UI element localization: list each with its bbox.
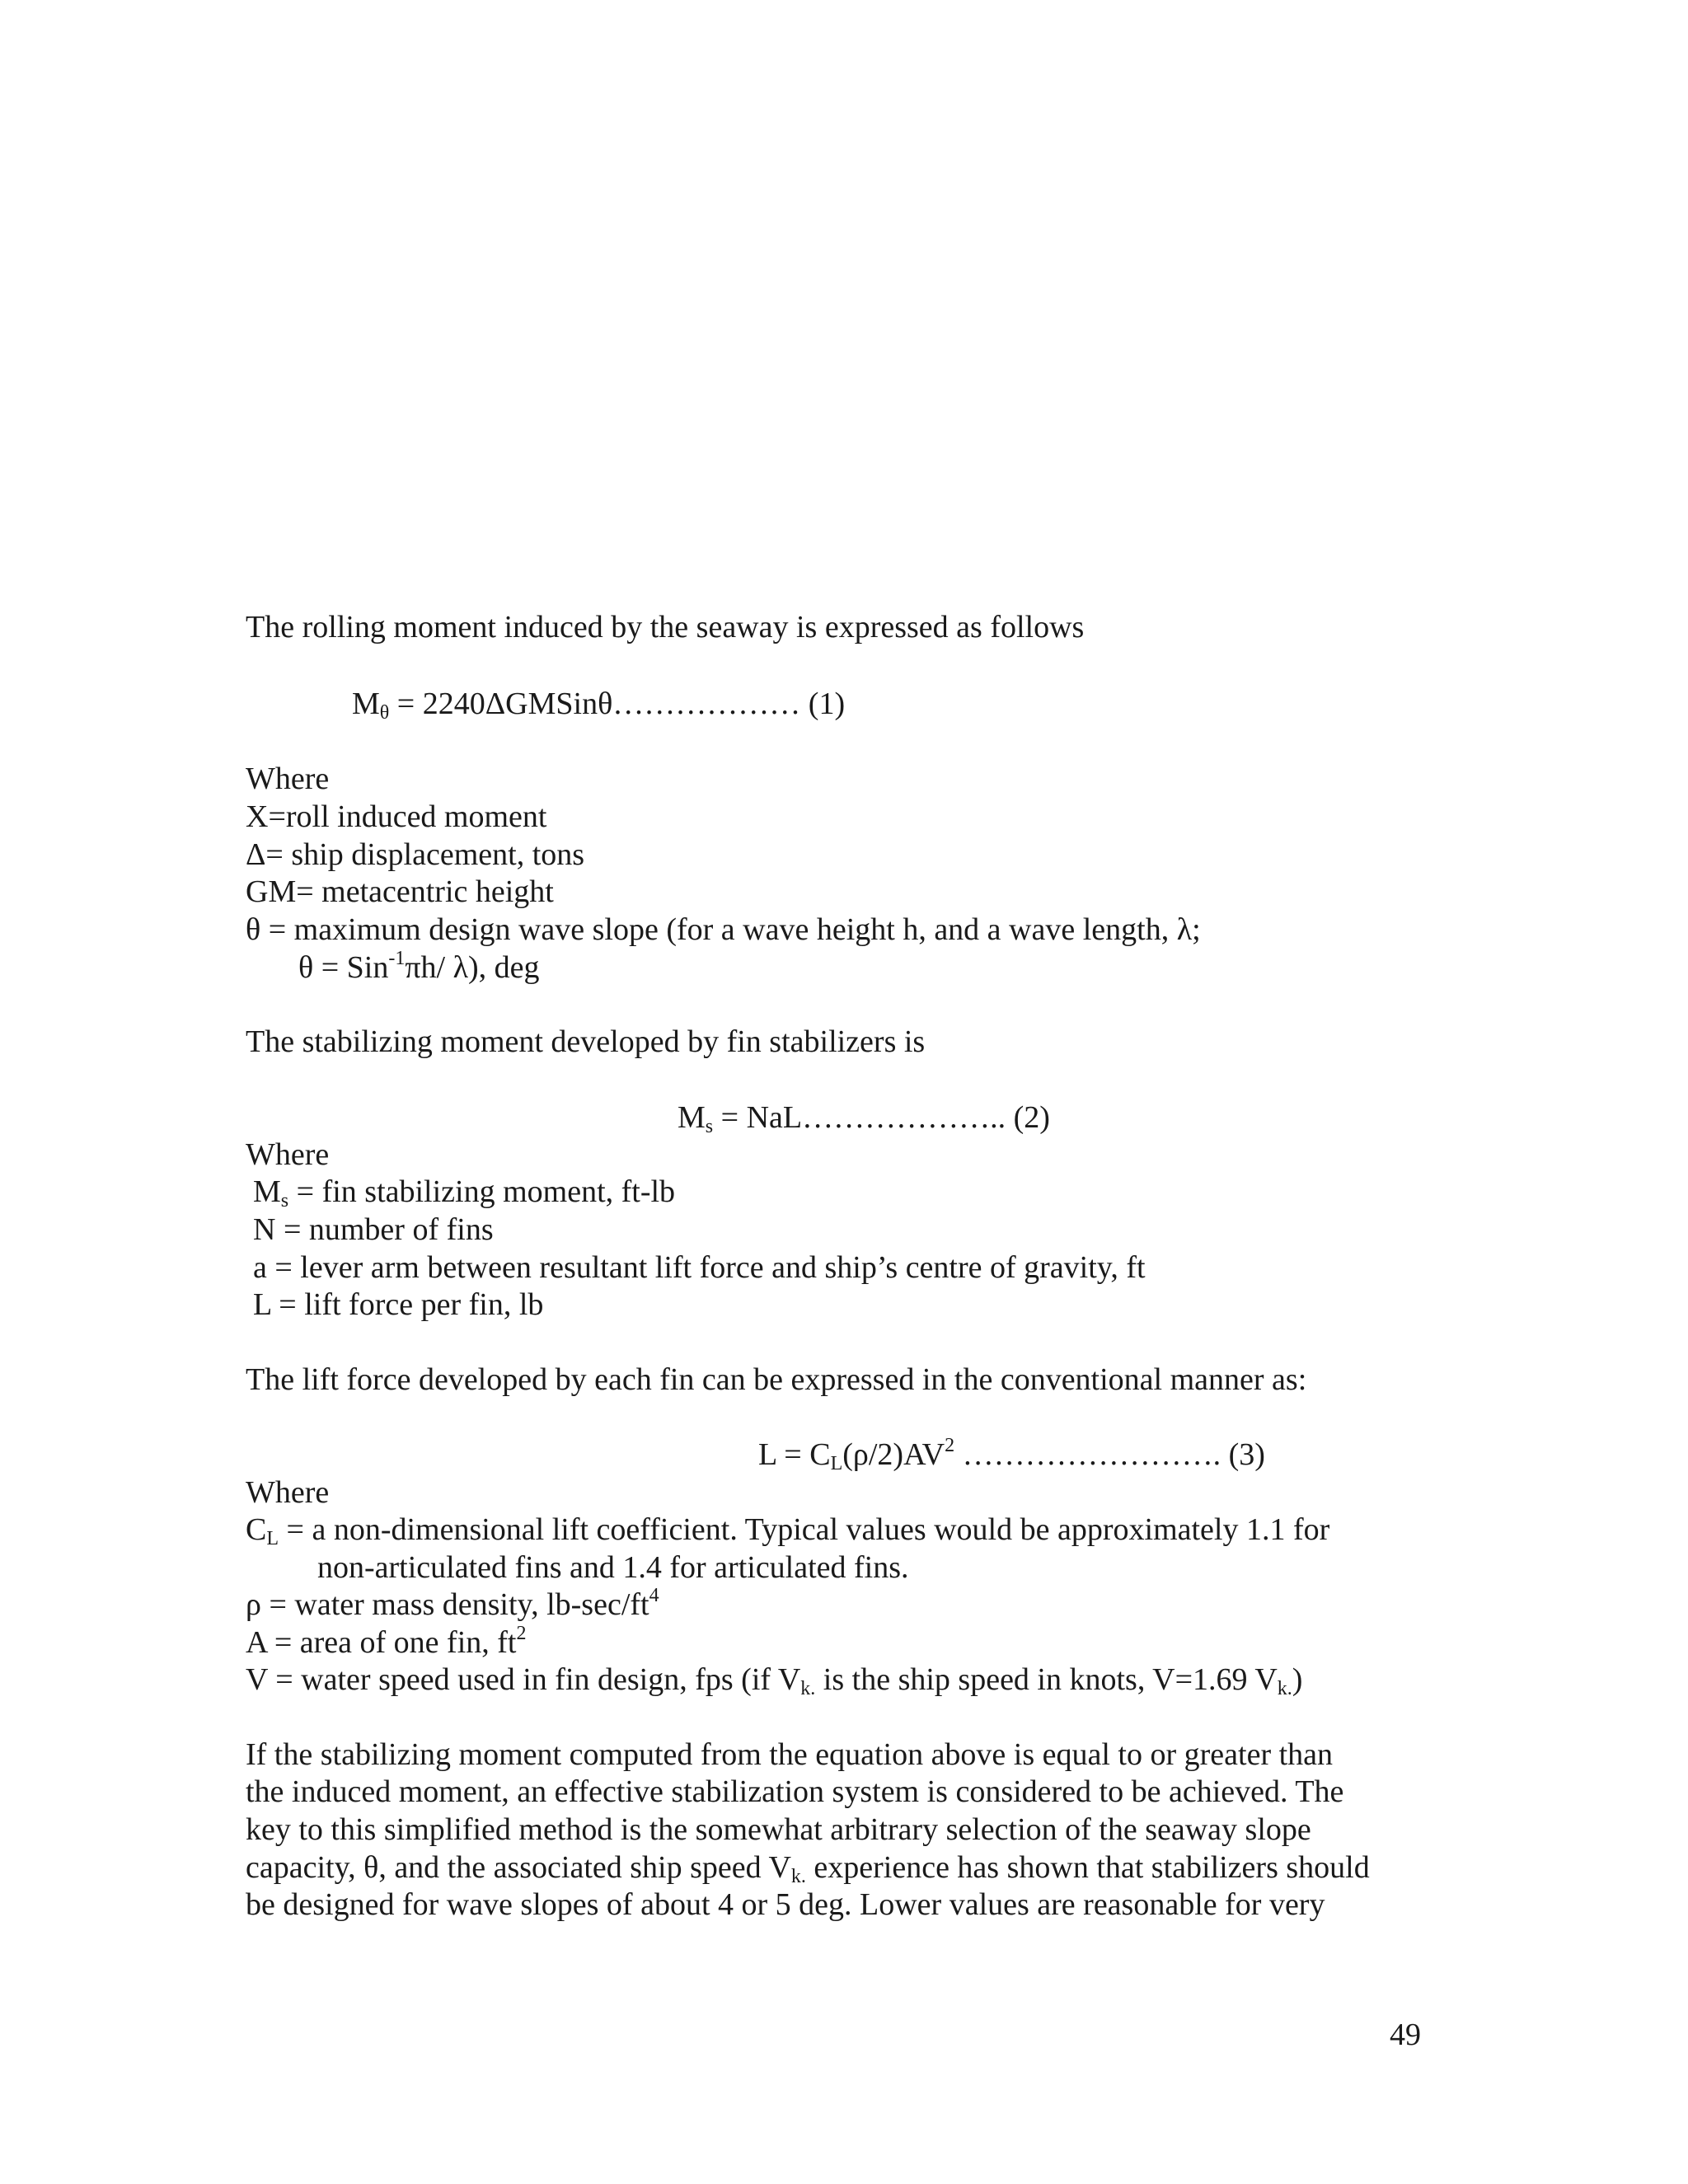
rho-superscript: 4 [649, 1585, 659, 1606]
ms-pre: M [253, 1174, 281, 1209]
def-a: a = lever arm between resultant lift force and ship’s centre of gravity, ft [253, 1250, 1146, 1285]
cl-subscript: L [266, 1528, 279, 1549]
def-n: N = number of fins [253, 1212, 494, 1247]
where-heading-1: Where [246, 762, 330, 796]
eq3-pre: L = C [758, 1437, 831, 1472]
def-area [246, 1624, 526, 1661]
stabilizing-intro: The stabilizing moment developed by fin stabilizers is [246, 1024, 926, 1059]
eq3-post: ……………………. (3) [954, 1437, 1265, 1472]
def-l: L = lift force per fin, lb [253, 1287, 544, 1322]
paragraph-line-1: If the stabilizing moment computed from the equation above is equal to or greater than [246, 1737, 1334, 1772]
ms-subscript: s [280, 1190, 289, 1212]
eq1-rhs: = 2240ΔGMSinθ……………… (1) [389, 687, 846, 721]
v-subscript-2: k. [1277, 1678, 1292, 1699]
def-rho [246, 1586, 659, 1624]
paragraph-line-5: be designed for wave slopes of about 4 or 5 deg. Lower values are reasonable for very [246, 1887, 1325, 1922]
def-cl-continued: non-articulated fins and 1.4 for articulated fins. [317, 1550, 909, 1585]
cl-pre: C [246, 1512, 267, 1547]
theta-formula-post: πh/ λ), deg [405, 950, 540, 985]
v-subscript-1: k. [800, 1678, 816, 1699]
area-superscript: 2 [516, 1623, 527, 1644]
eq3-mid: (ρ/2)AV [842, 1437, 945, 1472]
para4-pre: capacity, θ, and the associated ship speed V [246, 1850, 791, 1885]
paragraph-line-3: key to this simplified method is the somewhat arbitrary selection of the seaway slope [246, 1812, 1311, 1847]
where-heading-2: Where [246, 1137, 330, 1172]
area-pre: A = area of one fin, ft [246, 1625, 517, 1660]
intro-text: The rolling moment induced by the seaway is expressed as follows [246, 610, 1085, 644]
para4-post: experience has shown that stabilizers should [805, 1850, 1370, 1885]
paragraph-line-2: the induced moment, an effective stabilization system is considered to be achieved. The [246, 1774, 1344, 1809]
eq1-lhs-subscript: θ [379, 702, 390, 724]
eq2-lhs: M [678, 1100, 706, 1135]
ms-post: = fin stabilizing moment, ft-lb [288, 1174, 676, 1209]
rho-pre: ρ = water mass density, lb-sec/ft [246, 1587, 649, 1622]
eq1-lhs: M [352, 687, 380, 721]
equation-1 [352, 685, 845, 723]
theta-formula-pre: θ = Sin [298, 950, 389, 985]
def-ms [253, 1173, 675, 1211]
def-theta: θ = maximum design wave slope (for a wave height h, and a wave length, λ; [246, 912, 1201, 947]
eq3-superscript: 2 [945, 1435, 955, 1456]
def-v [246, 1661, 1302, 1699]
def-delta: Δ= ship displacement, tons [246, 837, 585, 872]
cl-post: = a non-dimensional lift coefficient. Typical values would be approximately 1.1 for [279, 1512, 1330, 1547]
eq3-subscript: L [830, 1453, 843, 1474]
v-mid: is the ship speed in knots, V=1.69 V [815, 1662, 1278, 1697]
page-number: 49 [1390, 2018, 1421, 2052]
def-theta-formula [298, 949, 540, 987]
paragraph-line-4 [246, 1849, 1370, 1886]
def-x: X=roll induced moment [246, 799, 547, 834]
theta-formula-sup: -1 [388, 948, 406, 969]
where-heading-3: Where [246, 1475, 330, 1510]
v-pre: V = water speed used in fin design, fps (if V [246, 1662, 801, 1697]
eq2-lhs-subscript: s [705, 1116, 714, 1137]
para4-subscript: k. [790, 1866, 806, 1887]
equation-2 [678, 1099, 1050, 1137]
def-gm: GM= metacentric height [246, 874, 554, 909]
v-post: ) [1292, 1662, 1303, 1697]
def-cl [246, 1511, 1329, 1549]
equation-3 [758, 1436, 1265, 1474]
eq2-rhs: = NaL……………….. (2) [713, 1100, 1050, 1135]
lift-intro: The lift force developed by each fin can be expressed in the conventional manner as: [246, 1362, 1307, 1397]
